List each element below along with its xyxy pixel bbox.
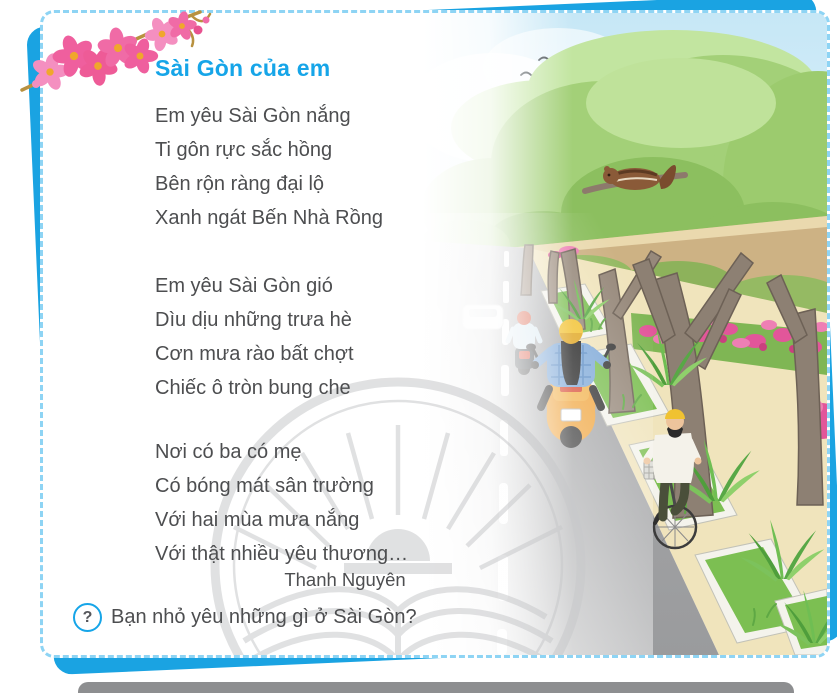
question-mark-glyph: ?: [82, 608, 93, 626]
poem-author: Thanh Nguyên: [284, 569, 406, 590]
question-circle-icon: [73, 603, 102, 632]
poem-line: Em yêu Sài Gòn gió: [155, 275, 333, 297]
poem-line: Nơi có ba có mẹ: [155, 441, 302, 463]
poem-line: Chiếc ô tròn bung che: [155, 377, 351, 399]
poem-stanza-1: [155, 99, 465, 235]
next-page-edge: [78, 682, 794, 693]
poem-line: Với hai mùa mưa nắng: [155, 509, 360, 531]
poem-stanza-3: [155, 435, 465, 571]
question-text: Bạn nhỏ yêu những gì ở Sài Gòn?: [111, 606, 417, 628]
poem-line: Cơn mưa rào bất chợt: [155, 343, 354, 365]
poem-line: Có bóng mát sân trường: [155, 475, 374, 497]
comprehension-question: [73, 603, 417, 632]
poem-line: Bên rộn ràng đại lộ: [155, 173, 325, 195]
poem-line: Xanh ngát Bến Nhà Rồng: [155, 207, 383, 229]
poem-line: Em yêu Sài Gòn nắng: [155, 105, 351, 127]
poem-stanza-2: [155, 269, 465, 405]
poem-line: Ti gôn rực sắc hồng: [155, 139, 333, 161]
poem-line: Dìu dịu những trưa hè: [155, 309, 352, 331]
textbook-page: [40, 10, 830, 658]
poem-title: Sài Gòn của em: [155, 55, 331, 81]
poem-content: [43, 13, 827, 655]
peach-blossom-branch-icon: [16, 4, 216, 104]
poem-line: Với thật nhiều yêu thương…: [155, 543, 409, 565]
